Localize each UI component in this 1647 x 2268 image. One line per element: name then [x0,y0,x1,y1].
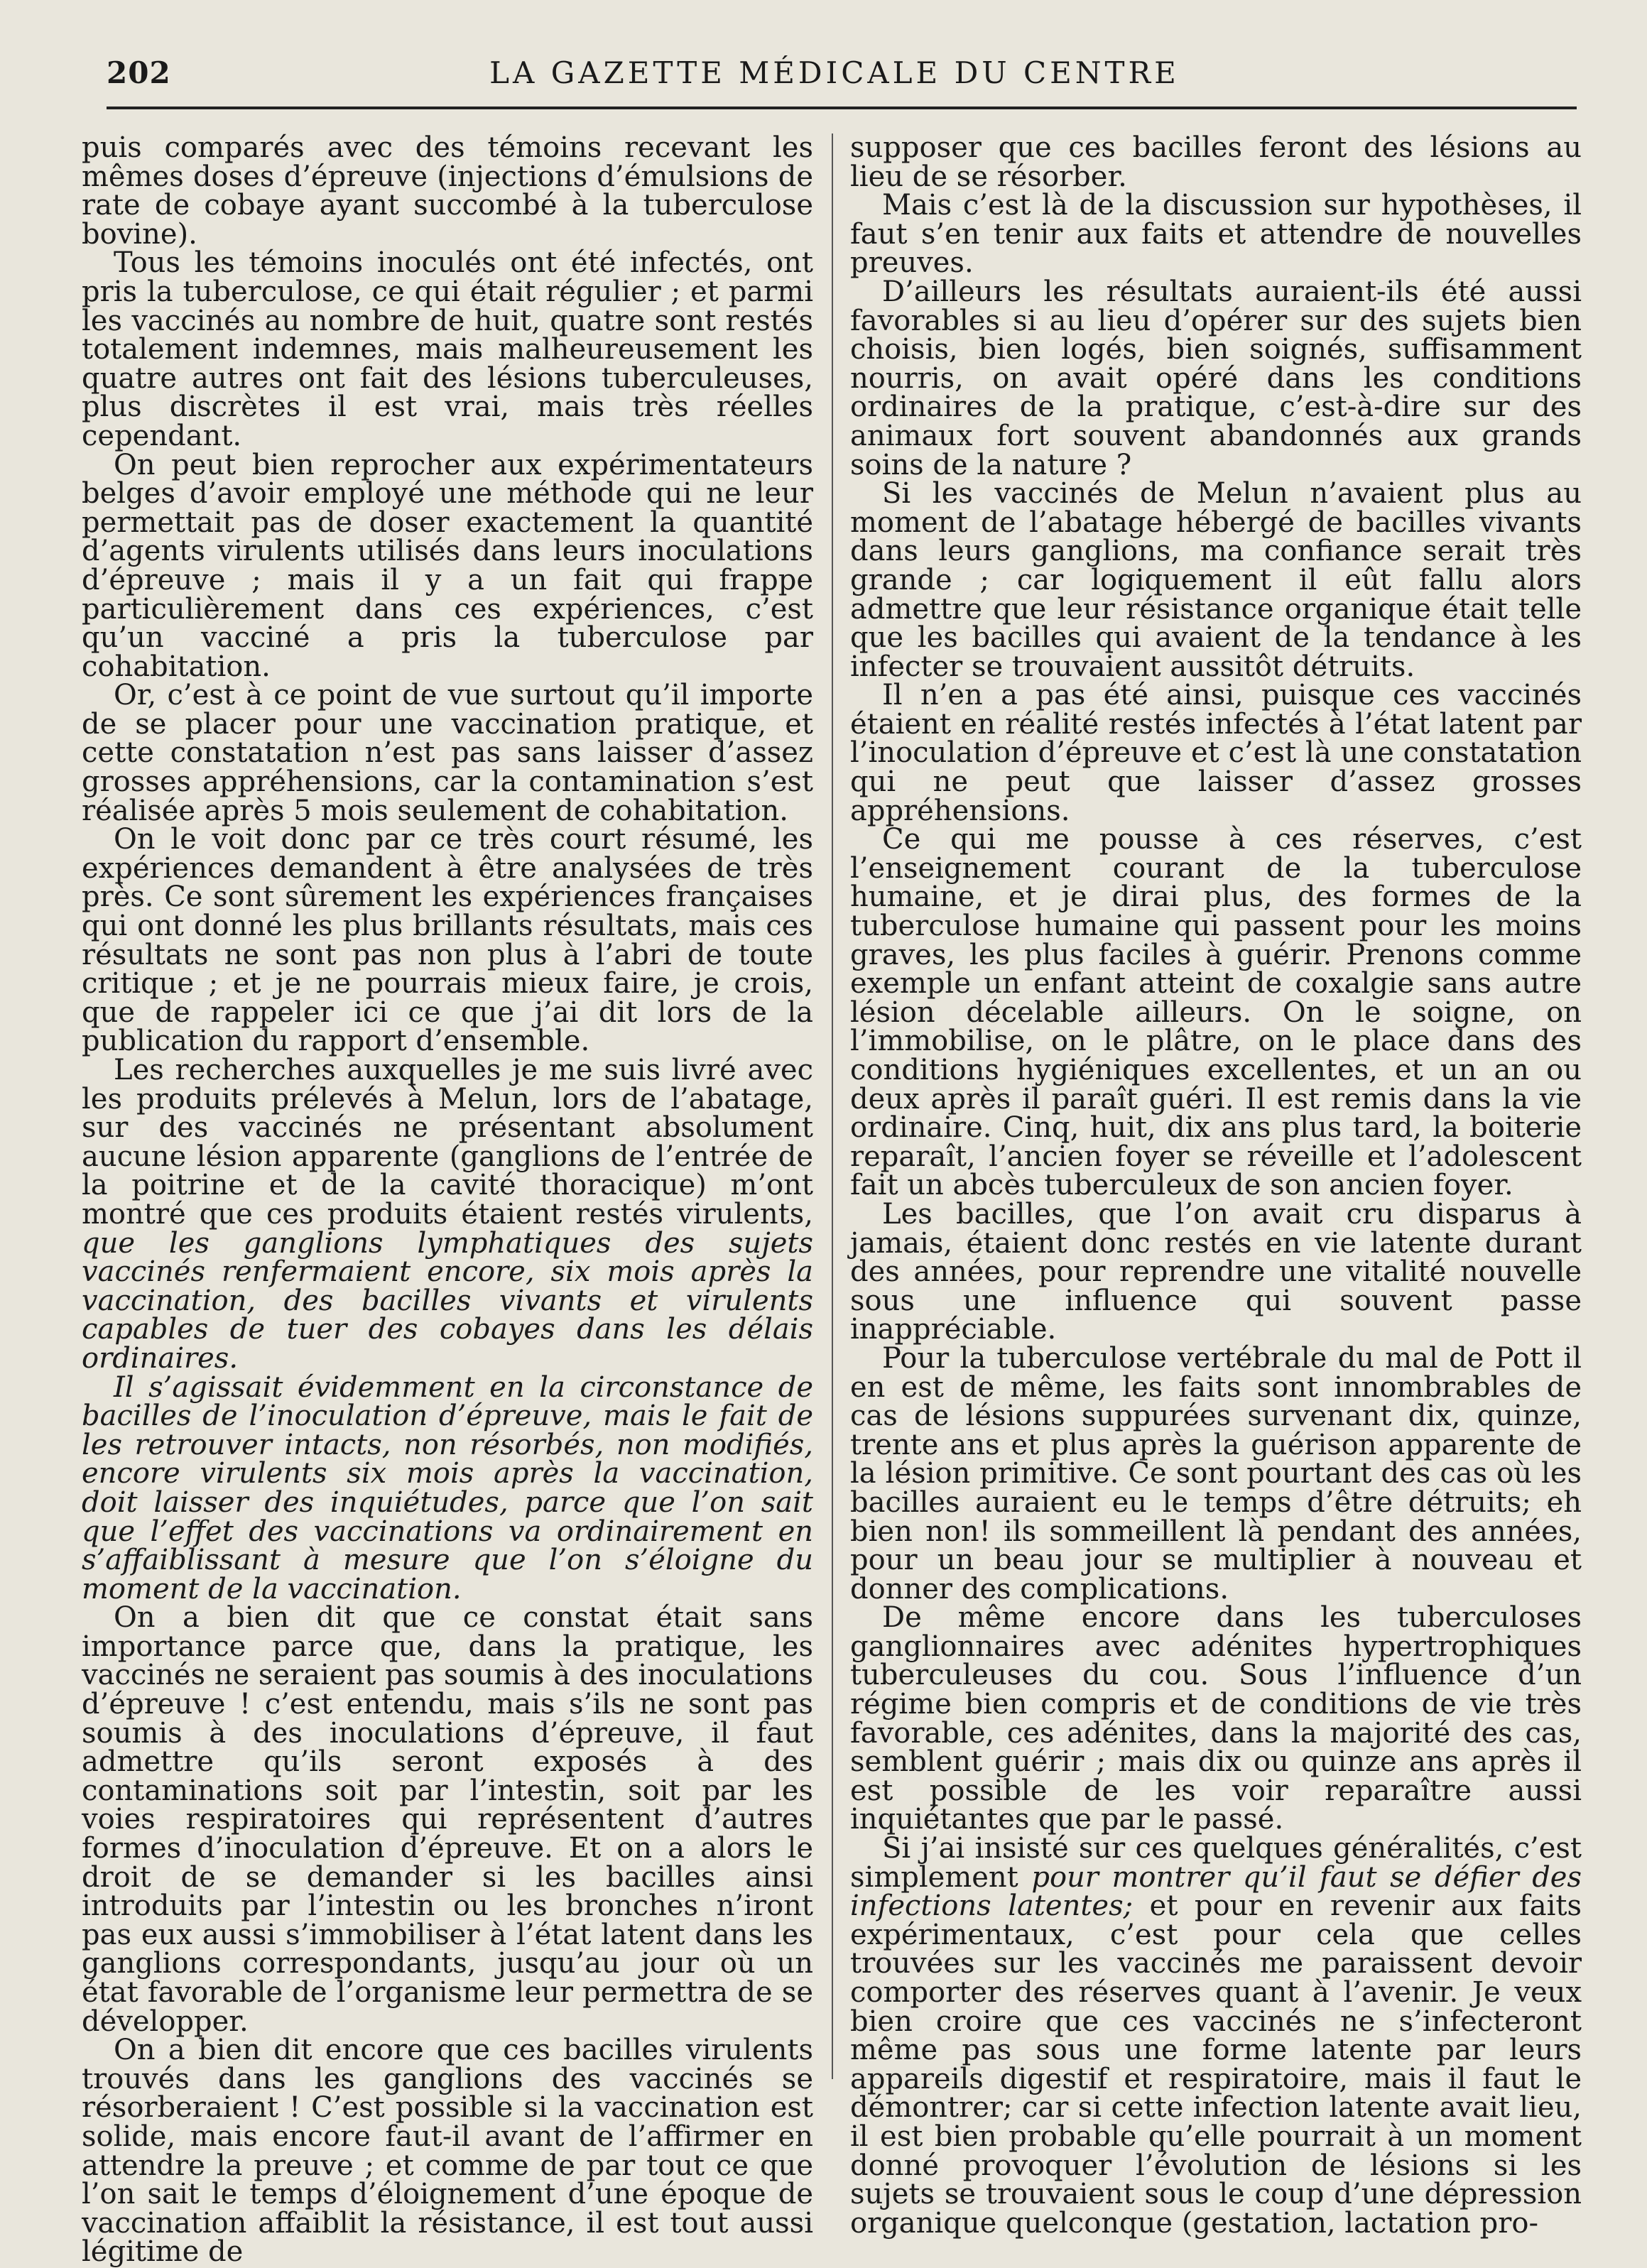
paragraph [82,1370,813,1605]
italic-text: pour montrer qu’il faut se défier des infections latentes; [850,1860,1582,1923]
paragraph: Mais c’est là de la discussion sur hypothèses, il faut s’en tenir aux faits et attendre de nouvelles preuves. [850,189,1582,280]
page-number: 202 [107,55,171,90]
paragraph: Or, c’est à ce point de vue surtout qu’il importe de se placer pour une vaccination pratique, et cette constatation n’est pas sans laisser d’assez grosses appréhensions, car la contamination s’est réalisée après 5 mois seulement de cohabitation. [82,679,813,827]
paragraph: supposer que ces bacilles feront des lésions au lieu de se résorber. [850,131,1582,193]
paragraph: puis comparés avec des témoins recevant les mêmes doses d’épreuve (injections d’émulsions de rate de cobaye ayant succombé à la tuberculose bovine). [82,131,813,251]
right-column [850,131,1582,2240]
italic-text: Il s’agissait évidemment en la circonstance de bacilles de l’inoculation d’épreuve, mais le fait de les retrouver intacts, non résorbés, non modifiés, encore virulents six mois après la vaccination, doit laisser des inquiétudes, parce que l’on sait que l’effet des vaccinations va ordinairement en s’affaiblissant à mesure que l’on s’éloigne du moment de la vaccination. [82,1370,813,1605]
paragraph-text: Les recherches auxquelles je me suis livré avec les produits prélevés à Melun, lors de l’abatage, sur des vaccinés ne présentant absolument aucune lésion apparente (ganglions de l’entrée de la poitrine et de la cavité thoracique) m’ont montré que ces produits étaient restés virulents, [82,1054,813,1231]
paragraph: On a bien dit encore que ces bacilles virulents trouvés dans les ganglions des vaccinés se résorberaient ! C’est possible si la vaccination est solide, mais encore faut-il avant de l’affirmer en attendre la preuve ; et comme de par tout ce que l’on sait le temps d’éloignement d’une époque de vaccination affaiblit la résistance, il est tout aussi légitime de [82,2034,813,2268]
column-separator [832,133,833,2079]
paragraph: Pour la tuberculose vertébrale du mal de Pott il en est de même, les faits sont innombrables de cas de lésions suppurées survenant dix, quinze, trente ans et plus après la guérison apparente de la lésion primitive. Ce sont pourtant des cas où les bacilles auraient eu le temps d’être détruits; eh bien non! ils sommeillent là pendant des années, pour un beau jour se multiplier à nouveau et donner des complications. [850,1341,1582,1605]
paragraph: On peut bien reprocher aux expérimentateurs belges d’avoir employé une méthode qui ne leur permettait pas de doser exactement la quantité d’agents virulents utilisés dans leurs inoculations d’épreuve ; mais il y a un fait qui frappe particulièrement dans ces expériences, c’est qu’un vacciné a pris la tuberculose par cohabitation. [82,448,813,683]
header-rule [107,107,1577,109]
paragraph-text: et pour en revenir aux faits expérimentaux, c’est pour cela que celles trouvées sur les vaccinés me paraissent devoir comporter des réserves quant à l’avenir. Je veux bien croire que ces vaccinés ne s’infecteront même pas sous une forme latente par leurs appareils digestif et respiratoire, mais il faut le démontrer; car si cette infection latente avait lieu, il est bien probable qu’elle pourrait à un moment donné provoquer l’évolution de lésions si les sujets se trouvaient sous le coup d’une dépression organique quelconque (gestation, lactation pro- [850,1890,1582,2240]
paragraph: De même encore dans les tuberculoses ganglionnaires avec adénites hypertrophiques tuberculeuses du cou. Sous l’influence d’un régime bien compris et de conditions de vie très favorable, ces adénites, dans la majorité des cas, semblent guérir ; mais dix ou quinze ans après il est possible de les voir reparaître aussi inquiétantes que par le passé. [850,1601,1582,1836]
paragraph-text: Si j’ai insisté sur ces quelques généralités, c’est simplement [850,1832,1582,1894]
page-header [107,50,1562,99]
paragraph: D’ailleurs les résultats auraient-ils été aussi favorables si au lieu d’opérer sur des sujets bien choisis, bien logés, bien soignés, suffisamment nourris, on avait opéré dans les conditions ordinaires de la pratique, c’est-à-dire sur des animaux fort souvent abandonnés aux grands soins de la nature ? [850,275,1582,481]
paragraph: On le voit donc par ce très court résumé, les expériences demandent à être analysées de très près. Ce sont sûrement les expériences françaises qui ont donné les plus brillants résultats, mais ces résultats ne sont pas non plus à l’abri de toute critique ; et je ne pourrais mieux faire, je crois, que de rappeler ici ce que j’ai dit lors de la publication du rapport d’ensemble. [82,823,813,1058]
paragraph: Ce qui me pousse à ces réserves, c’est l’enseignement courant de la tuberculose humaine, et je dirai plus, des formes de la tuberculose humaine qui passent pour les moins graves, les plus faciles à guérir. Prenons comme exemple un enfant atteint de coxalgie sans autre lésion décelable ailleurs. On le soigne, on l’immobilise, on le plâtre, on le place dans des conditions hygiéniques excellentes, et un an ou deux après il paraît guéri. Il est remis dans la vie ordinaire. Cinq, huit, dix ans plus tard, la boiterie reparaît, l’ancien foyer se réveille et l’adolescent fait un abcès tuberculeux de son ancien foyer. [850,823,1582,1202]
paragraph: Tous les témoins inoculés ont été infectés, ont pris la tuberculose, ce qui était régulier ; et parmi les vaccinés au nombre de huit, quatre sont restés totalement indemnes, mais malheureusement les quatre autres ont fait des lésions tuberculeuses, plus discrètes il est vrai, mais très réelles cependant. [82,246,813,452]
paragraph: Il n’en a pas été ainsi, puisque ces vaccinés étaient en réalité restés infectés à l’état latent par l’inoculation d’épreuve et c’est là une constatation qui ne peut que laisser d’assez grosses appréhensions. [850,679,1582,827]
paragraph: Si les vaccinés de Melun n’avaient plus au moment de l’abatage hébergé de bacilles vivants dans leurs ganglions, ma confiance serait très grande ; car logiquement il eût fallu alors admettre que leur résistance organique était telle que les bacilles qui avaient de la tendance à les infecter se trouvaient aussitôt détruits. [850,477,1582,683]
italic-text: que les ganglions lymphatiques des sujets vaccinés renfermaient encore, six mois après la vaccination, des bacilles vivants et virulents capables de tuer des cobayes dans les délais ordinaires. [82,1226,813,1375]
paragraph: Les bacilles, que l’on avait cru disparus à jamais, étaient donc restés en vie latente durant des années, pour reprendre une vitalité nouvelle sous une influence qui souvent passe inappréciable. [850,1197,1582,1346]
left-column [82,133,813,2267]
paragraph [850,1832,1582,2240]
paragraph: On a bien dit que ce constat était sans importance parce que, dans la pratique, les vaccinés ne seraient pas soumis à des inoculations d’épreuve ! c’est entendu, mais s’ils ne sont pas soumis à des inoculations d’épreuve, il faut admettre qu’ils seront exposés à des contaminations soit par l’intestin, soit par les voies respiratoires qui représentent d’autres formes d’inoculation d’épreuve. Et on a alors le droit de se demander si les bacilles ainsi introduits par l’intestin ou les bronches n’iront pas eux aussi s’immobiliser à l’état latent dans les ganglions correspondants, jusqu’au jour où un état favorable de l’organisme leur permettra de se développer. [82,1601,813,2038]
journal-title: LA GAZETTE MÉDICALE DU CENTRE [489,55,1180,90]
paragraph [82,1056,813,1373]
